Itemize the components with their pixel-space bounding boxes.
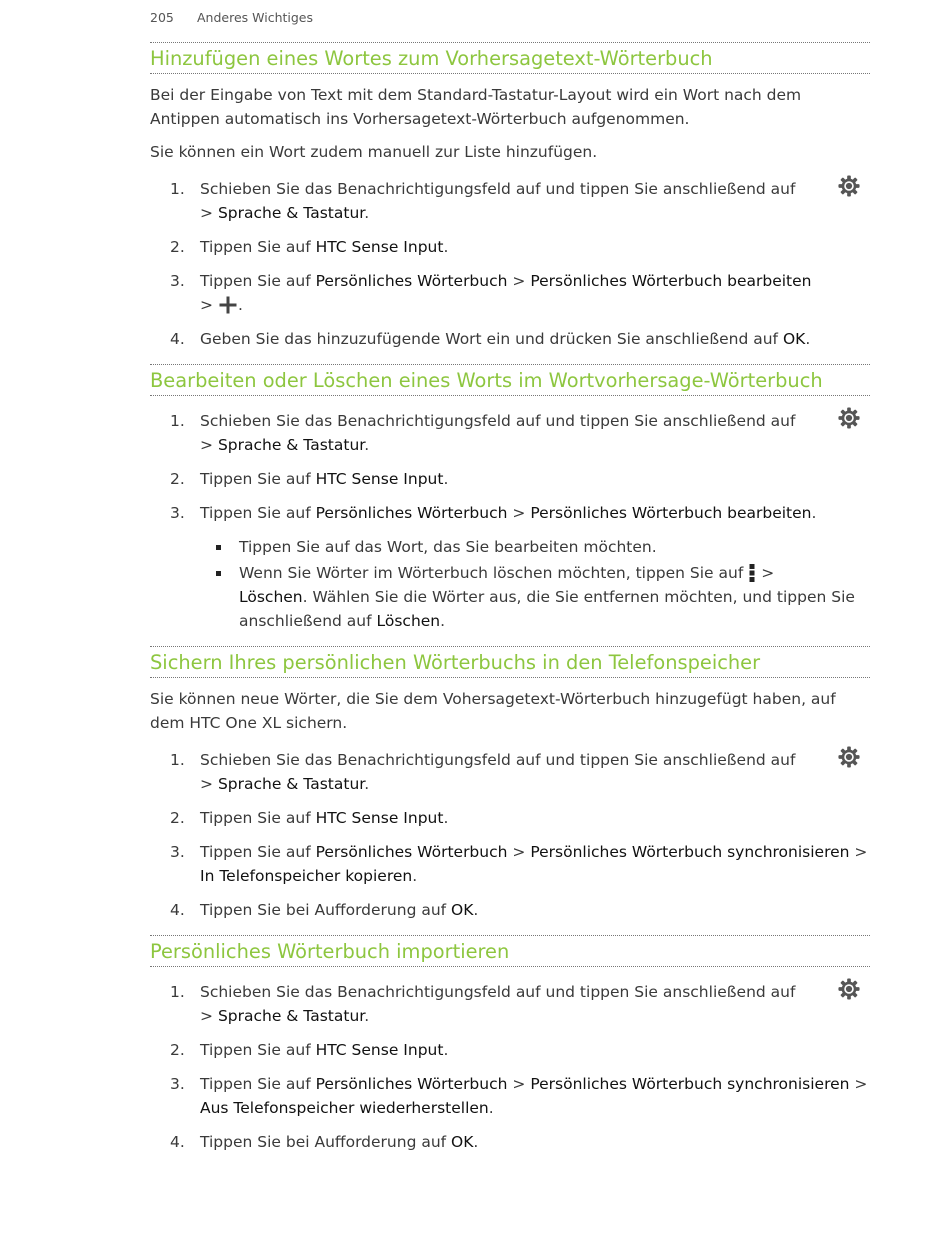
step-text: Tippen Sie auf <box>200 470 311 488</box>
punctuation: . <box>488 1099 494 1117</box>
emphasis: HTC Sense Input <box>315 1041 444 1059</box>
step-text: Schieben Sie das Benachrichtigungsfeld auf und tippen Sie anschließend auf <box>200 751 796 769</box>
bullet-text: . Wählen Sie die Wörter aus, die Sie entfernen möchten, und tippen Sie anschließend auf <box>239 588 855 630</box>
step-number: 4. <box>170 330 185 348</box>
punctuation: . <box>443 470 449 488</box>
step-1 <box>150 980 870 1028</box>
step-text: Tippen Sie bei Aufforderung auf <box>200 901 447 919</box>
step-text: Tippen Sie auf <box>200 272 311 290</box>
punctuation: . <box>364 1007 370 1025</box>
emphasis: Persönliches Wörterbuch <box>315 272 508 290</box>
bullet-item <box>200 535 870 559</box>
step-2 <box>150 235 870 259</box>
step-number: 1. <box>170 180 185 198</box>
step-text: Tippen Sie bei Aufforderung auf <box>200 1133 447 1151</box>
paragraph: Sie können ein Wort zudem manuell zur Liste hinzufügen. <box>150 143 598 161</box>
separator: > <box>761 564 775 582</box>
separator: > <box>200 296 213 314</box>
section-title: Hinzufügen eines Wortes zum Vorhersagetext-Wörterbuch <box>150 42 870 74</box>
step-1 <box>150 177 870 225</box>
step-1 <box>150 748 870 796</box>
step-3 <box>150 269 870 317</box>
punctuation: . <box>364 775 370 793</box>
page-number: 205 <box>150 10 174 25</box>
emphasis: Persönliches Wörterbuch synchronisieren <box>530 1075 850 1093</box>
step-number: 3. <box>170 843 185 861</box>
section-edit-delete-word <box>150 364 870 633</box>
emphasis: OK <box>451 1133 474 1151</box>
step-text: Schieben Sie das Benachrichtigungsfeld auf und tippen Sie anschließend auf <box>200 983 796 1001</box>
step-number: 3. <box>170 504 185 522</box>
steps-list <box>150 409 870 633</box>
separator: > <box>512 843 526 861</box>
paragraph: Sie können neue Wörter, die Sie dem Vohersagetext-Wörterbuch hinzugefügt haben, auf dem HTC One XL sichern. <box>150 690 836 732</box>
step-4 <box>150 327 870 351</box>
separator: > <box>200 1007 213 1025</box>
punctuation: . <box>443 1041 449 1059</box>
section-title: Sichern Ihres persönlichen Wörterbuchs in den Telefonspeicher <box>150 646 870 678</box>
separator: > <box>512 1075 526 1093</box>
page-content <box>150 42 870 1164</box>
step-text: Tippen Sie auf <box>200 809 311 827</box>
step-2 <box>150 467 870 491</box>
step-text: Tippen Sie auf <box>200 504 311 522</box>
bullet-list <box>200 535 870 633</box>
punctuation: . <box>364 436 370 454</box>
step-text: Schieben Sie das Benachrichtigungsfeld auf und tippen Sie anschließend auf <box>200 180 796 198</box>
step-2 <box>150 1038 870 1062</box>
more-vertical-icon <box>748 563 756 583</box>
step-4 <box>150 898 870 922</box>
separator: > <box>854 1075 868 1093</box>
emphasis: HTC Sense Input <box>315 809 444 827</box>
paragraph: Bei der Eingabe von Text mit dem Standard-Tastatur-Layout wird ein Wort nach dem Antippen automatisch ins Vorhersagetext-Wörterbuch aufgenommen. <box>150 86 802 128</box>
separator: > <box>200 204 213 222</box>
punctuation: . <box>805 330 811 348</box>
punctuation: . <box>811 504 817 522</box>
gear-icon <box>838 978 860 1000</box>
emphasis: Löschen <box>376 612 441 630</box>
punctuation: . <box>364 204 370 222</box>
emphasis: OK <box>782 330 806 348</box>
emphasis: Sprache & Tastatur <box>217 1007 365 1025</box>
punctuation: . <box>237 296 243 314</box>
step-text: Tippen Sie auf <box>200 1075 311 1093</box>
punctuation: . <box>473 901 479 919</box>
emphasis: Persönliches Wörterbuch <box>315 504 508 522</box>
step-number: 1. <box>170 412 185 430</box>
separator: > <box>200 775 213 793</box>
emphasis: Sprache & Tastatur <box>217 775 365 793</box>
step-number: 2. <box>170 238 185 256</box>
separator: > <box>854 843 868 861</box>
emphasis: Persönliches Wörterbuch <box>315 843 508 861</box>
step-number: 3. <box>170 272 185 290</box>
steps-list <box>150 748 870 922</box>
step-number: 3. <box>170 1075 185 1093</box>
step-number: 2. <box>170 470 185 488</box>
separator: > <box>512 272 526 290</box>
step-text: Tippen Sie auf <box>200 238 311 256</box>
emphasis: OK <box>451 901 474 919</box>
bullet-text: Tippen Sie auf das Wort, das Sie bearbeiten möchten. <box>239 538 657 556</box>
bullet-text: Wenn Sie Wörter im Wörterbuch löschen möchten, tippen Sie auf <box>239 564 744 582</box>
plus-icon <box>218 295 238 315</box>
step-1 <box>150 409 870 457</box>
emphasis: Löschen <box>239 588 303 606</box>
section-backup-dictionary <box>150 646 870 922</box>
step-text: Tippen Sie auf <box>200 843 311 861</box>
step-number: 2. <box>170 1041 185 1059</box>
step-text: Geben Sie das hinzuzufügende Wort ein und drücken Sie anschließend auf <box>200 330 778 348</box>
step-number: 1. <box>170 751 185 769</box>
step-3 <box>150 840 870 888</box>
steps-list <box>150 980 870 1154</box>
step-number: 1. <box>170 983 185 1001</box>
emphasis: HTC Sense Input <box>315 238 444 256</box>
separator: > <box>200 436 213 454</box>
section-title: Bearbeiten oder Löschen eines Worts im Wortvorhersage-Wörterbuch <box>150 364 870 396</box>
step-text: Tippen Sie auf <box>200 1041 311 1059</box>
emphasis: HTC Sense Input <box>315 470 444 488</box>
emphasis: Aus Telefonspeicher wiederherstellen <box>200 1099 489 1117</box>
step-text: Schieben Sie das Benachrichtigungsfeld auf und tippen Sie anschließend auf <box>200 412 796 430</box>
emphasis: In Telefonspeicher kopieren <box>200 867 413 885</box>
punctuation: . <box>440 612 446 630</box>
steps-list <box>150 177 870 351</box>
separator: > <box>512 504 526 522</box>
punctuation: . <box>443 809 449 827</box>
emphasis: Sprache & Tastatur <box>217 204 365 222</box>
step-2 <box>150 806 870 830</box>
punctuation: . <box>443 238 449 256</box>
page-header <box>150 10 313 25</box>
gear-icon <box>838 407 860 429</box>
chapter-title: Anderes Wichtiges <box>197 10 314 25</box>
step-4 <box>150 1130 870 1154</box>
section-add-word <box>150 42 870 351</box>
punctuation: . <box>412 867 418 885</box>
emphasis: Sprache & Tastatur <box>217 436 365 454</box>
section-import-dictionary <box>150 935 870 1154</box>
gear-icon <box>838 746 860 768</box>
gear-icon <box>838 175 860 197</box>
step-number: 4. <box>170 901 185 919</box>
bullet-item <box>200 561 870 633</box>
emphasis: Persönliches Wörterbuch bearbeiten <box>530 504 812 522</box>
step-3 <box>150 501 870 633</box>
emphasis: Persönliches Wörterbuch bearbeiten <box>530 272 812 290</box>
punctuation: . <box>473 1133 479 1151</box>
step-number: 4. <box>170 1133 185 1151</box>
step-number: 2. <box>170 809 185 827</box>
emphasis: Persönliches Wörterbuch <box>315 1075 508 1093</box>
step-3 <box>150 1072 870 1120</box>
emphasis: Persönliches Wörterbuch synchronisieren <box>530 843 850 861</box>
section-title: Persönliches Wörterbuch importieren <box>150 935 870 967</box>
